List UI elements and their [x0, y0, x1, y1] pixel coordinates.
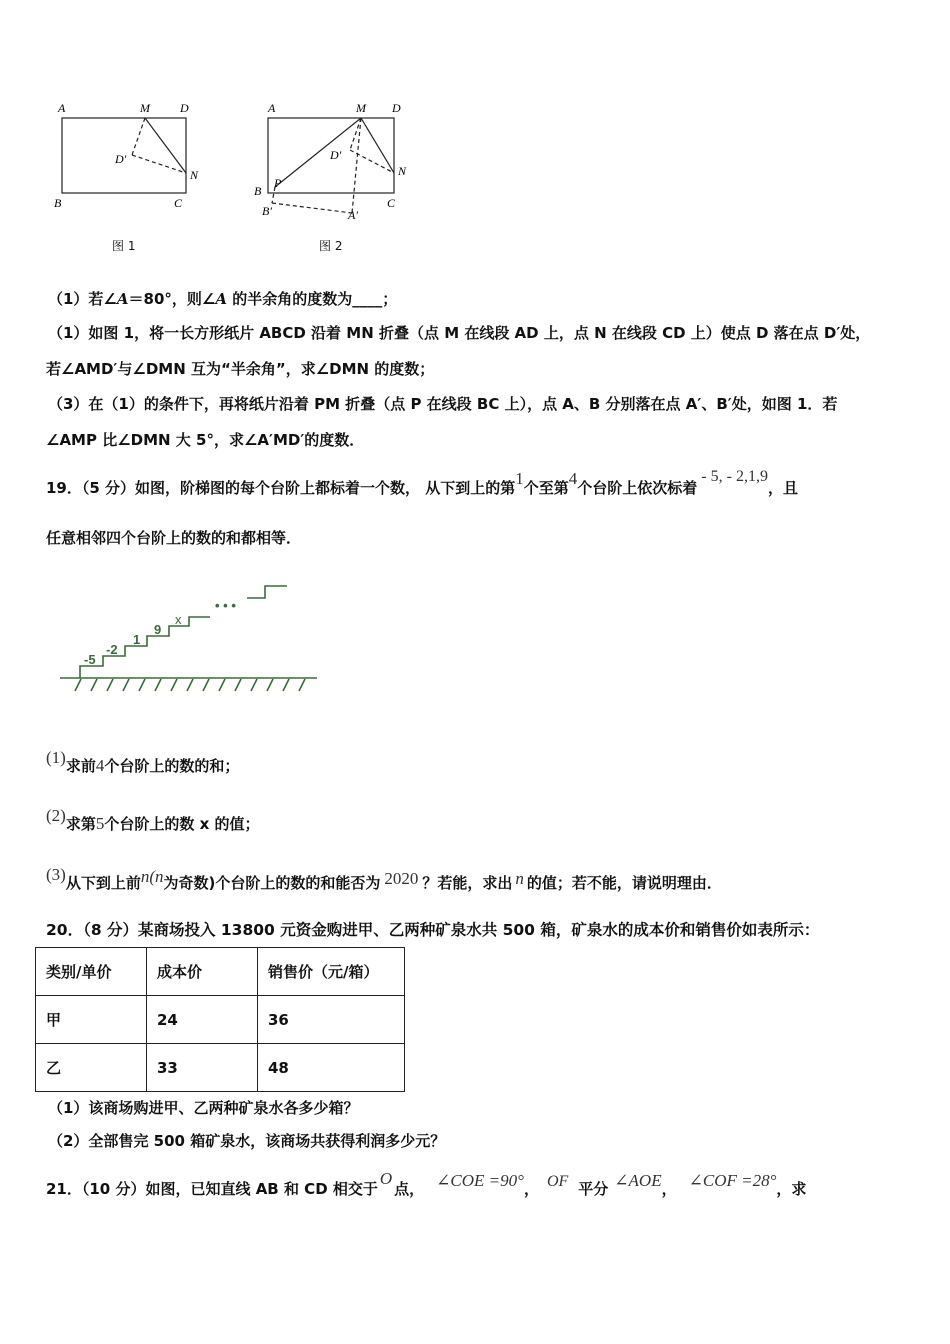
folded-edge-ba [272, 203, 352, 213]
staircase-steps [80, 617, 210, 678]
fig1-label-A: A [58, 101, 66, 115]
fig2-label-D: D [392, 101, 401, 115]
figure-1-caption: 图 1 [112, 239, 136, 253]
fig2-label-M: M [356, 101, 366, 115]
q19-sub1: (1)求前4个台阶上的数的和； [46, 748, 240, 775]
step-4-value: 9 [154, 622, 162, 637]
table-header: 销售价（元/箱） [258, 948, 405, 996]
table-cell: 乙 [36, 1044, 147, 1092]
step-3-value: 1 [133, 632, 141, 647]
figure-2-caption: 图 2 [319, 239, 343, 253]
q21-intro: 21．（10 分）如图，已知直线 AB 和 CD 相交于O点， ∠COE =90°， OF 平分 ∠AOE， ∠COF =28°，求 [46, 1169, 807, 1198]
table-header-row [36, 948, 405, 996]
figure-2-diagram [250, 95, 420, 230]
folded-edge-md [132, 118, 145, 155]
folded-edge-dn [132, 155, 186, 173]
step-1-value: -5 [84, 652, 96, 667]
table-header: 成本价 [147, 948, 258, 996]
fig1-label-C: C [174, 196, 183, 210]
figure-1-diagram [40, 95, 230, 225]
table-cell: 甲 [36, 996, 147, 1044]
q19-intro: 19．（5 分）如图，阶梯图的每个台阶上都标着一个数， 从下到上的第1个至第4个台阶上依次标着- 5, - 2,1,9，且 [46, 468, 798, 497]
fig1-label-D: D [180, 101, 189, 115]
fig1-label-Dprime: D′ [115, 152, 127, 166]
table-cell: 24 [147, 996, 258, 1044]
q19-sub3: (3)从下到上前n(n为奇数)个台阶上的数的和能否为 2020 ？若能，求出 n 的值；若不能，请说明理由． [46, 865, 722, 892]
price-table [35, 947, 405, 1092]
step-5-value: x [175, 612, 182, 627]
q20-sub2: （2）全部售完 500 箱矿泉水，该商场共获得利润多少元？ [48, 1132, 446, 1150]
fig2-label-B: B [254, 184, 262, 198]
fig2-label-C: C [387, 196, 396, 210]
fold-line-pm [275, 118, 361, 187]
table-cell: 48 [258, 1044, 405, 1092]
q18-part1: （1）若∠A＝80°，则∠A 的半余角的度数为____； [48, 290, 398, 308]
q20-sub1: （1）该商场购进甲、乙两种矿泉水各多少箱？ [48, 1099, 359, 1117]
q18-part3-line1: （3）在（1）的条件下，再将纸片沿着 PM 折叠（点 P 在线段 BC 上），点 A、B 分别落在点 A′、B′处，如图 1．若 [48, 395, 838, 413]
staircase-figure [55, 578, 325, 698]
table-row [36, 996, 405, 1044]
fold-line-mn [145, 118, 186, 173]
fig2-label-P: P [274, 176, 282, 190]
q19-intro-line2: 任意相邻四个台阶上的数的和都相等． [46, 529, 302, 547]
step-2-value: -2 [106, 642, 118, 657]
ground-hatching [75, 679, 305, 691]
fig1-label-M: M [140, 101, 150, 115]
fig2-label-Dprime: D′ [330, 148, 342, 162]
staircase-top-steps [247, 586, 287, 598]
fig2-label-N: N [398, 164, 407, 178]
fig2-label-A: A [268, 101, 276, 115]
table-header: 类别/单价 [36, 948, 147, 996]
q18-part2-line1: （1）如图 1，将一长方形纸片 ABCD 沿着 MN 折叠（点 M 在线段 AD 上，点 N 在线段 CD 上）使点 D 落在点 D′处， [48, 324, 871, 342]
q20-title: 20．（8 分）某商场投入 13800 元资金购进甲、乙两种矿泉水共 500 箱，矿泉水的成本价和销售价如表所示： [46, 921, 820, 939]
q19-sub2: (2)求第5个台阶上的数 x 的值； [46, 806, 260, 833]
table-row [36, 1044, 405, 1092]
fig1-label-B: B [54, 196, 62, 210]
table-cell: 36 [258, 996, 405, 1044]
q18-part2-line2: 若∠AMD′与∠DMN 互为“半余角”，求∠DMN 的度数； [46, 360, 435, 378]
fig1-label-N: N [190, 168, 199, 182]
step-ellipsis: • • • [215, 598, 236, 613]
table-cell: 33 [147, 1044, 258, 1092]
fig2-label-Aprime: A′ [348, 208, 358, 222]
q18-part3-line2: ∠AMP 比∠DMN 大 5°，求∠A′MD′的度数． [46, 431, 365, 449]
fig2-label-Bprime: B′ [262, 204, 272, 218]
